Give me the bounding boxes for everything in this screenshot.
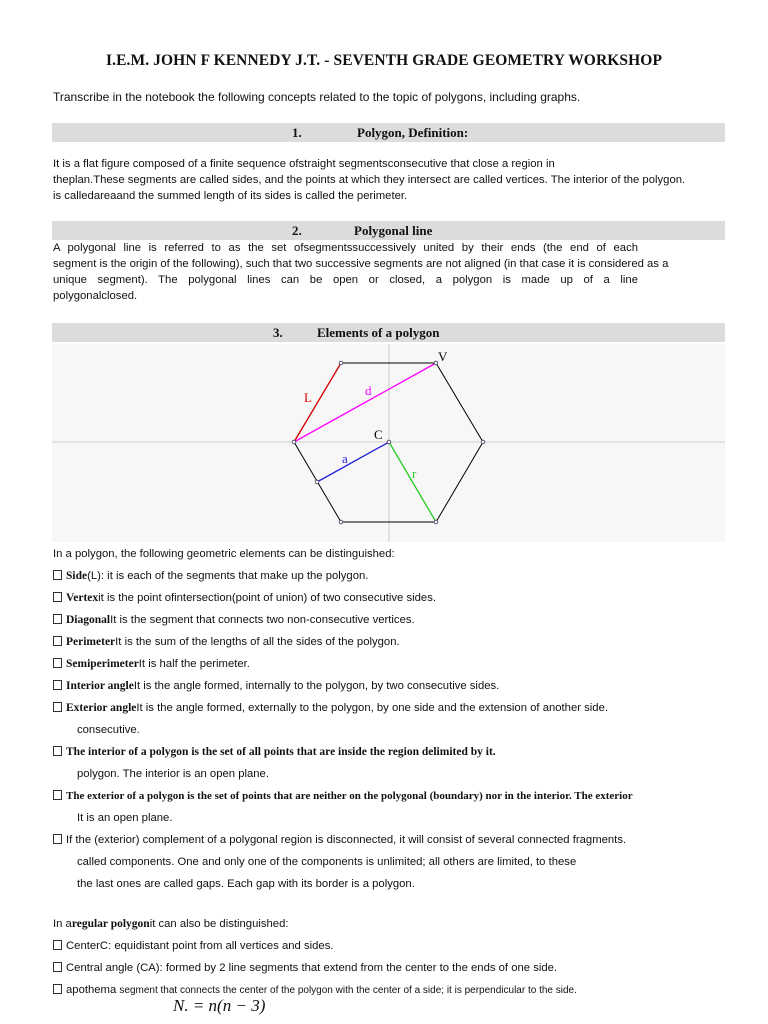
- diagonal-segment: [294, 363, 436, 442]
- definition: It is the angle formed, internally to the polygon, by two consecutive sides.: [133, 680, 500, 692]
- apothem-segment: [317, 442, 389, 482]
- list-item: [53, 702, 608, 714]
- hexagon-diagram: [52, 344, 725, 542]
- term: Vertex: [66, 592, 99, 604]
- text-line: segment is the origin of the following), such that two successive segments are not aligned (in that case it is considered as a: [53, 258, 669, 270]
- section-heading-2: [52, 221, 725, 240]
- section-title: Polygon, Definition:: [357, 125, 469, 140]
- list-item: [53, 962, 557, 974]
- term: Semiperimeter: [66, 658, 139, 670]
- section-heading-3: [52, 323, 725, 342]
- list-item: [53, 940, 334, 952]
- definition: The interior of a polygon is the set of all points that are inside the region delimited by it.: [66, 746, 496, 758]
- vertex-point: [339, 361, 343, 365]
- definition: Central angle (CA): formed by 2 line segments that extend from the center to the ends of one side.: [66, 962, 558, 974]
- polygonal-line-text: [53, 240, 721, 304]
- vertex-point: [481, 440, 485, 444]
- definition: It is half the perimeter.: [138, 658, 250, 670]
- list-item: [53, 984, 577, 996]
- term: Exterior angle: [66, 702, 137, 714]
- checkbox-glyph: [53, 940, 62, 950]
- section-title: Elements of a polygon: [317, 325, 440, 340]
- term: Side: [66, 570, 88, 582]
- list-item: [53, 614, 415, 626]
- regular-intro: [53, 918, 289, 930]
- checkbox-glyph: [53, 746, 62, 756]
- page-title: I.E.M. JOHN F KENNEDY J.T. - SEVENTH GRADE GEOMETRY WORKSHOP: [105, 52, 663, 69]
- definition: (L): it is each of the segments that make up the polygon.: [87, 570, 369, 582]
- definition: The exterior of a polygon is the set of points that are neither on the polygonal (boundary) nor in the interior. The exterior: [66, 790, 633, 802]
- section-number: 3.: [273, 325, 283, 340]
- center-label: C: [374, 427, 383, 442]
- continuation-line: consecutive.: [77, 724, 140, 736]
- section-title: Polygonal line: [354, 223, 433, 238]
- section-number: 1.: [292, 125, 302, 140]
- polygon-definition: [53, 156, 721, 204]
- checkbox-glyph: [53, 570, 62, 580]
- vertex-point: [434, 520, 438, 524]
- list-item: [53, 746, 496, 758]
- list-item: [53, 790, 633, 802]
- checkbox-glyph: [53, 984, 62, 994]
- polygon-elements-diagram: [52, 344, 725, 542]
- checkbox-glyph: [53, 962, 62, 972]
- list-item: [53, 680, 499, 692]
- definition: segment that connects the center of the polygon with the center of a side; it is perpendicular to the side.: [119, 985, 577, 996]
- apothem-label: a: [342, 451, 348, 466]
- checkbox-glyph: [53, 680, 62, 690]
- radius-segment: [389, 442, 436, 522]
- term: apothema: [66, 984, 117, 996]
- definition: CenterC: equidistant point from all vertices and sides.: [66, 940, 334, 952]
- list-item: [53, 570, 368, 582]
- checkbox-glyph: [53, 790, 62, 800]
- intro-text: Transcribe in the notebook the following concepts related to the topic of polygons, including graphs.: [53, 90, 581, 104]
- intro-part: it can also be distinguished:: [149, 918, 289, 930]
- continuation-line: polygon. The interior is an open plane.: [77, 768, 269, 780]
- text-line: theplan.These segments are called sides, and the points at which they intersect are called vertices. The interior of the polygon.: [53, 174, 686, 186]
- definition: It is the segment that connects two non-consecutive vertices.: [110, 614, 415, 626]
- radius-label: r: [412, 466, 417, 481]
- list-item: [53, 636, 400, 648]
- elements-intro: In a polygon, the following geometric elements can be distinguished:: [53, 548, 395, 560]
- section-heading-1: [52, 123, 725, 142]
- text-line: is calledareaand the summed length of its sides is called the perimeter.: [53, 190, 408, 202]
- list-item: [53, 658, 250, 670]
- continuation-line: the last ones are called gaps. Each gap with its border is a polygon.: [77, 878, 415, 890]
- vertex-point: [292, 440, 296, 444]
- definition: If the (exterior) complement of a polygonal region is disconnected, it will consist of several connected fragments.: [66, 834, 627, 846]
- diagonals-formula: N. = n(n − 3): [173, 996, 266, 1015]
- side-midpoint: [315, 480, 319, 484]
- definition: it is the point ofintersection(point of union) of two consecutive sides.: [98, 592, 436, 604]
- term: Diagonal: [66, 614, 111, 626]
- text-line: polygonalclosed.: [53, 290, 138, 302]
- side-label: L: [304, 390, 312, 405]
- side-segment: [294, 363, 341, 442]
- list-item: [53, 592, 436, 604]
- checkbox-glyph: [53, 834, 62, 844]
- intro-part: In a: [53, 918, 72, 930]
- checkbox-glyph: [53, 658, 62, 668]
- definition: It is the sum of the lengths of all the sides of the polygon.: [115, 636, 400, 648]
- checkbox-glyph: [53, 636, 62, 646]
- checkbox-glyph: [53, 702, 62, 712]
- term: regular polygon: [71, 918, 150, 930]
- text-line: A polygonal line is referred to as the set ofsegmentssuccessively united by their ends (the end of each: [53, 242, 638, 254]
- checkbox-glyph: [53, 592, 62, 602]
- text-line: It is a flat figure composed of a finite sequence ofstraight segmentsconsecutive that close a region in: [53, 158, 555, 170]
- center-point: [387, 440, 391, 444]
- vertex-point: [339, 520, 343, 524]
- checkbox-glyph: [53, 614, 62, 624]
- definition: It is the angle formed, externally to the polygon, by one side and the extension of another side.: [136, 702, 609, 714]
- term: Perimeter: [66, 636, 116, 648]
- text-line: unique segment). The polygonal lines can be open or closed, a polygon is made up of a line: [53, 274, 638, 286]
- term: Interior angle: [66, 680, 134, 692]
- list-item: [53, 834, 626, 846]
- section-number: 2.: [292, 223, 302, 238]
- vertex-label: V: [438, 349, 448, 364]
- diagonal-label: d: [365, 383, 372, 398]
- continuation-line: called components. One and only one of the components is unlimited; all others are limited, to these: [77, 856, 577, 868]
- continuation-line: It is an open plane.: [77, 812, 173, 824]
